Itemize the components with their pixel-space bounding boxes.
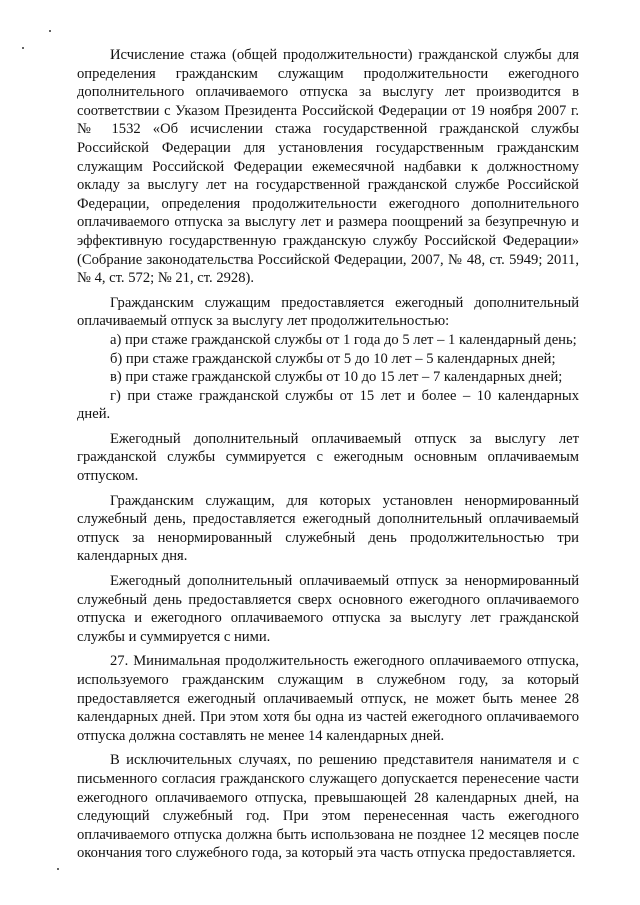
paragraph-exceptional-cases: В исключительных случаях, по решению представителя нанимателя и с письменного согласия гражданского служащего допускается перенесение части ежегодного оплачиваемого отпуска, превышающей 28 календарных дней, на следующий служебный год. При этом перенесенная часть ежегодного оплачиваемого отпуска должна быть использована не позднее 12 месяцев после окончания того служебного года, за который эта часть отпуска предоставляется. — [77, 752, 579, 862]
paragraph-irregular-day-leave: Гражданским служащим, для которых установлен ненормированный служебный день, предоставляется ежегодный дополнительный оплачиваемый отпуск за ненормированный служебный день продолжительностью три календарных дня. — [77, 492, 579, 565]
paragraph-section-27: 27. Минимальная продолжительность ежегодного оплачиваемого отпуска, используемого гражданским служащим в служебном году, за который предоставляется ежегодный оплачиваемый отпуск, не может быть менее 28 календарных дней. При этом хотя бы одна из частей ежегодного оплачиваемого отпуска должна составлять не менее 14 календарных дней. — [77, 653, 579, 744]
paragraph-leave-summation: Ежегодный дополнительный оплачиваемый отпуск за выслугу лет гражданской службы суммируется с ежегодным основным оплачиваемым отпуском. — [77, 430, 579, 485]
document-page — [77, 46, 579, 869]
list-item-b: б) при стаже гражданской службы от 5 до 10 лет – 5 календарных дней; — [110, 350, 556, 367]
list-item-d: г) при стаже гражданской службы от 15 лет и более – 10 календарных дней. — [77, 387, 579, 423]
list-item-a: а) при стаже гражданской службы от 1 года до 5 лет – 1 календарный день; — [110, 331, 577, 348]
list-item-c: в) при стаже гражданской службы от 10 до 15 лет – 7 календарных дней; — [110, 369, 563, 386]
paragraph-service-length-calculation: Исчисление стажа (общей продолжительности) гражданской службы для определения гражданским служащим продолжительности ежегодного дополнительного оплачиваемого отпуска за выслугу лет производится в соответствии с Указом Президента Российской Федерации от 19 ноября 2007 г. № 1532 «Об исчислении стажа государственной гражданской службы Российской Федерации для установления государственным гражданским служащим Российской Федерации ежемесячной надбавки к должностному окладу за выслугу лет на государственной гражданской службе Российской Федерации, определения продолжительности ежегодного дополнительного оплачиваемого отпуска за выслугу лет и размера поощрений за безупречную и эффективную государственную гражданскую службу Российской Федерации» (Собрание законодательства Российской Федерации, 2007, № 48, ст. 5949; 2011, № 4, ст. 572; № 21, ст. 2928). — [77, 47, 579, 287]
paragraph-irregular-day-summation: Ежегодный дополнительный оплачиваемый отпуск за ненормированный служебный день предоставляется сверх основного ежегодного оплачиваемого отпуска и ежегодного оплачиваемого отпуска за выслугу лет гражданской службы и суммируется с ними. — [77, 573, 579, 645]
paragraph-additional-leave-intro: Гражданским служащим предоставляется ежегодный дополнительный оплачиваемый отпуск за выслугу лет продолжительностью: — [77, 294, 579, 330]
